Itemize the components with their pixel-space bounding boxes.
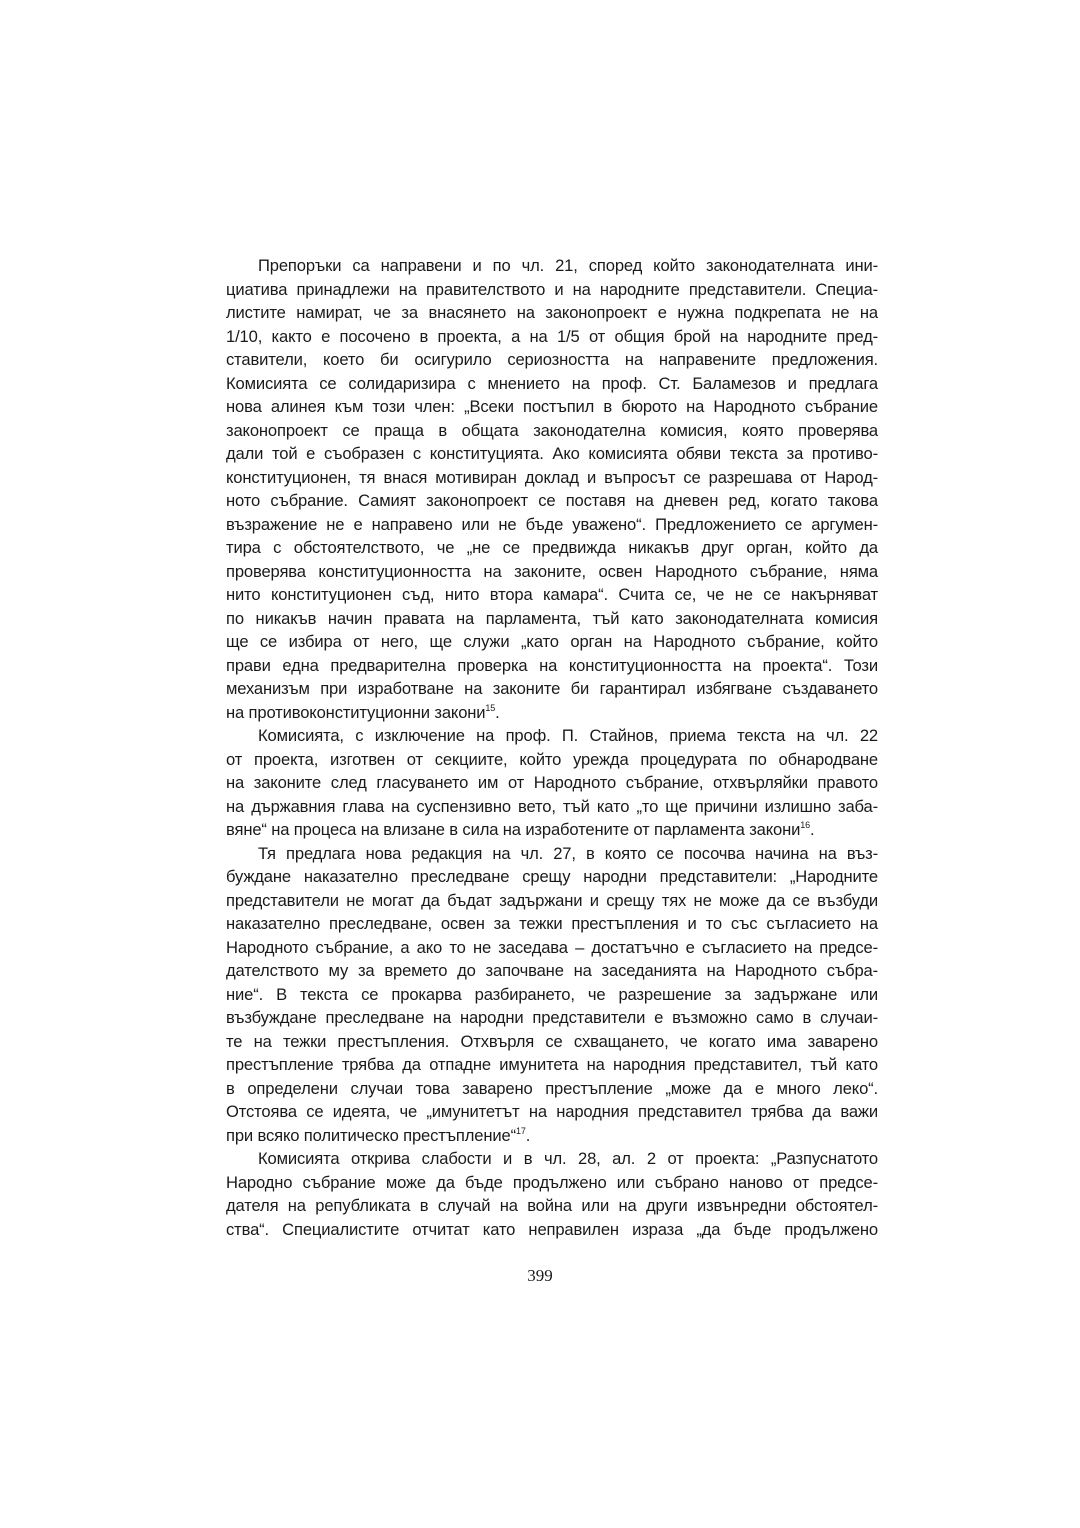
footnote-reference[interactable]: 16 [800, 820, 810, 830]
page-number: 399 [527, 1266, 553, 1285]
line-text: ние“. В текста се прокарва разбирането, че разрешение за задържане или [226, 984, 878, 1004]
line-text: ще се избира от него, ще служи „като орган на Народното събрание, който [226, 632, 878, 651]
text-line [226, 818, 878, 842]
line-text: Отстоява се идеята, че „имунитетът на народния представител трябва да важи [226, 1102, 878, 1121]
text-line [226, 466, 878, 490]
footnote-reference[interactable]: 15 [485, 702, 496, 713]
line-text: по никакъв начин правата на парламента, тъй като законодателната комисия [226, 608, 878, 628]
line-text: буждане наказателно преследване срещу народни представители: „Народните [226, 867, 878, 886]
line-text: ното събрание. Самият законопроект се поставя на дневен ред, когато такова [226, 491, 878, 510]
line-text: ставители, което би осигурило сериозността на направените предложения. [226, 350, 878, 369]
text-line [226, 1100, 878, 1124]
line-text: те на тежки престъпления. Отхвърля се схващането, че когато има заварено [226, 1031, 878, 1051]
text-line [226, 1053, 878, 1077]
text-line [226, 513, 878, 537]
text-line [226, 983, 878, 1007]
paragraph [226, 842, 878, 1148]
line-text: представители не могат да бъдат задържани и срещу тях не може да се възбуди [226, 890, 878, 910]
text-line [226, 936, 878, 960]
line-text: проверява конституционността на законите, освен Народното събрание, няма [226, 561, 878, 581]
text-line [226, 560, 878, 584]
line-text: дали той е съобразен с конституцията. Ако комисията обяви текста за противо- [226, 444, 878, 463]
text-line [226, 607, 878, 631]
text-line [226, 771, 878, 795]
line-text: листите намират, че за внасянето на законопроект е нужна подкрепата не на [226, 303, 878, 322]
line-text: Народното събрание, а ако то не заседава – достатъчно е съгласието на предсе- [226, 937, 878, 957]
line-text: вяне“ на процеса на влизане в сила на изработените от парламента закони [226, 820, 801, 839]
text-line [226, 583, 878, 607]
text-line [226, 912, 878, 936]
text-line [226, 1124, 878, 1148]
line-text: нова алинея към този член: „Всеки постъпил в бюрото на Народното събрание [226, 397, 878, 416]
text-line [226, 842, 878, 866]
text-line [226, 536, 878, 560]
line-text: при всяко политическо престъпление“ [226, 1125, 516, 1145]
line-text: Комисията, с изключение на проф. П. Стайнов, приема текста на чл. 22 [258, 726, 878, 745]
text-line [226, 701, 878, 725]
paragraph [226, 724, 878, 842]
text-line [226, 1171, 878, 1195]
text-line [226, 959, 878, 983]
line-text: Тя предлага нова редакция на чл. 27, в която се посочва начина на въз- [258, 843, 878, 863]
text-line [226, 372, 878, 396]
line-text: възбуждане преследване на народни представители е възможно само в случаи- [226, 1008, 878, 1027]
text-line [226, 1030, 878, 1054]
text-line [226, 419, 878, 443]
text-line [226, 795, 878, 819]
line-text: възражение не е направено или не бъде уважено“. Предложението се аргумен- [226, 514, 878, 534]
line-text: 1/10, както е посочено в проекта, а на 1/5 от общия брой на народните пред- [226, 326, 878, 346]
line-text: в определени случаи това заварено престъпление „може да е много леко“. [226, 1078, 878, 1098]
text-line [226, 301, 878, 325]
text-line [226, 1218, 878, 1242]
text-line [226, 630, 878, 654]
text-line [226, 489, 878, 513]
text-line [226, 1194, 878, 1218]
line-text: Народно събрание може да бъде продължено или събрано наново от предсе- [226, 1172, 878, 1192]
line-text: циатива принадлежи на правителството и на народните представители. Специа- [226, 279, 878, 299]
line-text: на противоконституционни закони [226, 702, 486, 722]
text-line [226, 325, 878, 349]
text-line [226, 1077, 878, 1101]
line-text: наказателно преследване, освен за тежки престъпления и то със съгласието на [226, 914, 878, 933]
line-text: механизъм при изработване на законите би гарантирал избягване създаването [226, 679, 878, 698]
text-line [226, 1006, 878, 1030]
line-text: законопроект се праща в общата законодателна комисия, която проверява [226, 420, 878, 440]
text-line [226, 442, 878, 466]
sentence-end: . [525, 1125, 531, 1145]
sentence-end: . [809, 820, 815, 839]
text-line [226, 1147, 878, 1171]
line-text: на законите след гласуването им от Народното събрание, отхвърляйки правото [226, 773, 878, 792]
line-text: конституционен, тя внася мотивиран доклад и въпросът се разрешава от Народ- [226, 467, 878, 487]
line-text: Комисията се солидаризира с мнението на проф. Ст. Баламезов и предлага [226, 373, 878, 393]
paragraph [226, 254, 878, 724]
line-text: от проекта, изготвен от секциите, който урежда процедурата по обнародване [226, 749, 878, 769]
text-line [226, 865, 878, 889]
line-text: престъпление трябва да отпадне имунитета на народния представител, тъй като [226, 1055, 878, 1074]
footnote-reference[interactable]: 17 [515, 1125, 526, 1136]
line-text: ства“. Специалистите отчитат като неправилен израза „да бъде продължено [226, 1219, 878, 1239]
line-text: Комисията открива слабости и в чл. 28, ал. 2 от проекта: „Разпуснатото [258, 1149, 878, 1168]
text-line [226, 254, 878, 278]
text-line [226, 677, 878, 701]
text-line [226, 278, 878, 302]
line-text: дателството му за времето до започване на заседанията на Народното събра- [226, 961, 878, 980]
paragraph [226, 1147, 878, 1241]
line-text: тира с обстоятелството, че „не се предвижда никакъв друг орган, който да [226, 538, 878, 557]
text-line [226, 748, 878, 772]
line-text: прави една предварителна проверка на конституционността на проекта“. Този [226, 655, 878, 675]
line-text: нито конституционен съд, нито втора камара“. Счита се, че не се накърняват [226, 585, 878, 604]
line-text: на държавния глава на суспензивно вето, тъй като „то ще причини излишно заба- [226, 796, 878, 816]
body-text [226, 254, 878, 1241]
text-line [226, 889, 878, 913]
text-line [226, 348, 878, 372]
text-line [226, 395, 878, 419]
text-line [226, 654, 878, 678]
text-line [226, 724, 878, 748]
line-text: дателя на републиката в случай на война или на други извънредни обстоятел- [226, 1196, 878, 1215]
sentence-end: . [495, 702, 500, 722]
line-text: Препоръки са направени и по чл. 21, според който законодателната ини- [258, 256, 878, 275]
